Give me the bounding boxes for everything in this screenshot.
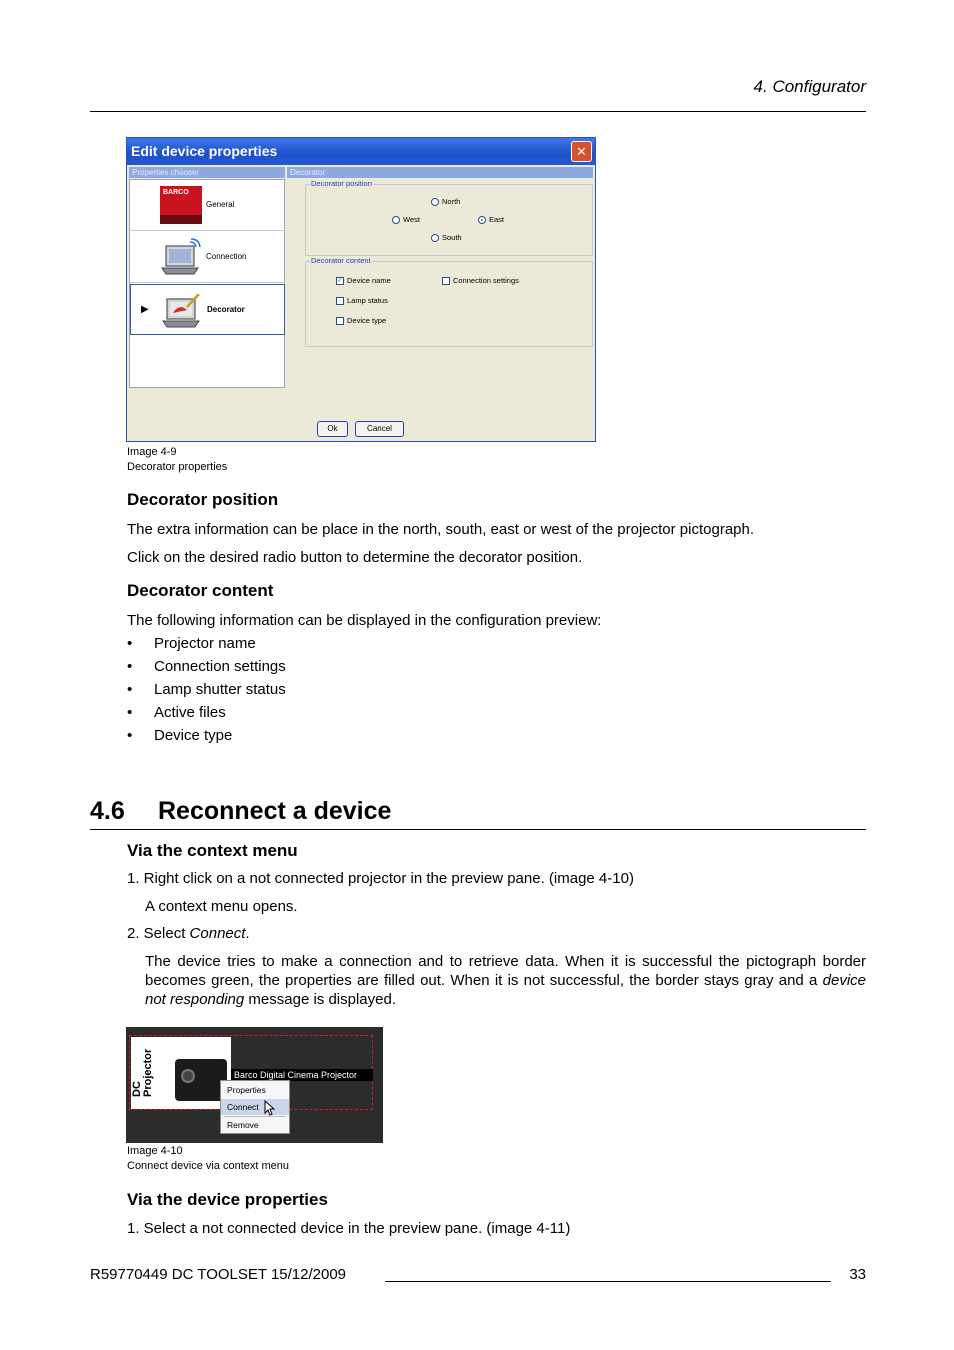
header-rule [90,111,866,112]
check-device-name [336,276,391,285]
step-text: . [245,925,250,942]
section-rule [90,829,866,830]
paragraph: The following information can be displayed in the configuration preview: [127,612,602,629]
bullet: • [127,704,133,721]
decorator-panel-header: Decorator [287,167,593,178]
footer-rule [385,1281,831,1282]
option-label: Device type [347,316,387,325]
option-label: West [403,215,420,224]
list-item-text: Lamp shutter status [154,681,286,698]
figure2-caption [127,1144,289,1174]
bullet: • [127,727,133,744]
radio-north [431,197,460,206]
option-label: Lamp status [347,296,388,305]
laptop-decorator-icon [161,291,203,329]
step: 1. Select a not connected device in the preview pane. (image 4-11) [127,1220,571,1237]
page-number: 33 [849,1266,866,1283]
menu-item-remove: Remove [227,1120,259,1130]
checkbox-checked-icon: ✓ [337,276,343,284]
radio-selected-icon [478,216,486,224]
close-icon: ✕ [571,141,592,162]
menu-item-connect: Connect [221,1099,289,1115]
chooser-item-connection [130,232,285,283]
check-device-type [336,316,386,325]
list-item-text: Projector name [154,635,256,652]
caption-id: Image 4-10 [127,1145,183,1157]
properties-chooser [129,179,285,388]
option-label: Connection settings [453,276,519,285]
list-item-text: Active files [154,704,226,721]
option-label: Device name [347,276,391,285]
context-menu [220,1080,290,1134]
chooser-label: Decorator [207,305,245,314]
caption-text: Connect device via context menu [127,1160,290,1172]
radio-east [478,215,504,224]
radio-circle-icon [431,234,439,242]
cancel-button: Cancel [355,421,404,437]
properties-chooser-header: Properties chooser [129,167,285,178]
radio-circle-icon [431,198,439,206]
checkbox-icon [336,317,344,325]
step [127,924,250,943]
step-emphasis: device not responding [145,972,866,1008]
chooser-label: Connection [206,252,247,261]
chooser-label: General [206,200,235,209]
step-result: A context menu opens. [145,898,298,915]
heading-via-context-menu: Via the context menu [127,841,298,860]
menu-item-properties: Properties [227,1085,266,1095]
heading-decorator-content: Decorator content [127,581,274,600]
section-title: Reconnect a device [158,797,392,825]
device-name-label: Barco Digital Cinema Projector [231,1069,373,1081]
checkbox-icon [336,297,344,305]
check-connection-settings [442,276,519,285]
section-heading [90,797,391,826]
bullet: • [127,681,133,698]
edit-device-properties-screenshot [126,137,596,442]
ok-button: Ok [317,421,348,437]
option-label: East [489,215,505,224]
checkbox-icon [442,277,450,285]
option-label: South [442,233,462,242]
caption-text: Decorator properties [127,461,228,473]
decorator-content-group [305,256,593,347]
paragraph: The extra information can be place in the north, south, east or west of the projector pictograph. [127,521,755,538]
check-lamp-status [336,296,388,305]
step-result [145,952,866,1009]
side-label-line: Projector [142,1048,154,1097]
list-item-text: Device type [154,727,233,744]
section-number: 4.6 [90,797,125,825]
step: 1. Right click on a not connected projector in the preview pane. (image 4-10) [127,870,634,887]
chooser-item-decorator [130,284,285,335]
radio-west [392,215,420,224]
paragraph: Click on the desired radio button to determine the decorator position. [127,549,583,566]
chooser-item-general [130,180,285,231]
figure1-caption [127,445,227,475]
list-item-text: Connection settings [154,658,286,675]
context-menu-screenshot [126,1027,383,1143]
side-label-line: DC [131,1081,143,1097]
step-emphasis: Connect [189,925,246,942]
heading-decorator-position: Decorator position [127,490,279,509]
window-title: Edit device properties [127,138,595,165]
heading-via-device-properties: Via the device properties [127,1190,328,1209]
bullet: • [127,635,133,652]
group-title: Decorator position [311,179,372,188]
decorator-position-group [305,179,593,256]
radio-south [431,233,462,242]
laptop-connection-icon [160,238,202,276]
group-title: Decorator content [311,256,371,265]
pointer-triangle-icon: ▶ [141,304,149,315]
chapter-title: 4. Configurator [753,77,866,96]
caption-id: Image 4-9 [127,446,177,458]
step-text: The device tries to make a connection and to retrieve data. When it is successful the pictograph border becomes green, the properties are filled out. When it is not successful, the border stays gray and a [145,953,866,989]
logo-text: BARCO [163,189,189,196]
bullet: • [127,658,133,675]
radio-circle-icon [392,216,400,224]
barco-logo-icon [160,186,202,224]
footer-doc-id: R59770449 DC TOOLSET 15/12/2009 [90,1266,347,1283]
option-label: North [442,197,461,206]
step-text: 2. Select [127,925,190,942]
step-text: message is displayed. [244,991,396,1008]
mouse-cursor-icon [264,1100,275,1116]
